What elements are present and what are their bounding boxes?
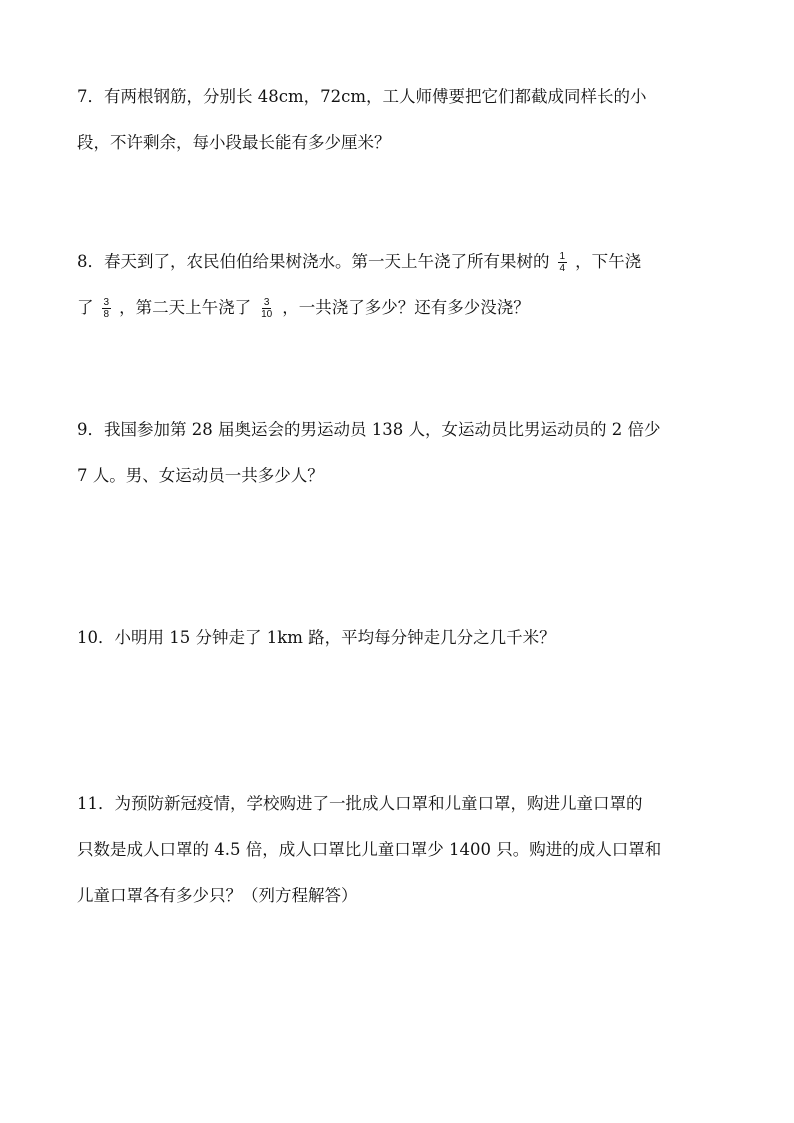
question-11-line-2: 只数是成人口罩的 4.5 倍，成人口罩比儿童口罩少 1400 只。购进的成人口罩和 (77, 840, 662, 859)
question-8-text-2a: 了 (77, 298, 94, 317)
question-11-line-1: 11．为预防新冠疫情，学校购进了一批成人口罩和儿童口罩，购进儿童口罩的 (77, 794, 643, 813)
question-9 (77, 418, 727, 510)
fraction-numerator: 3 (263, 297, 270, 308)
fraction-numerator: 3 (103, 297, 110, 308)
question-8-line-1 (77, 250, 727, 296)
question-9-line-1: 9．我国参加第 28 届奥运会的男运动员 138 人，女运动员比男运动员的 2 倍少 (77, 420, 661, 439)
question-7 (77, 85, 727, 177)
question-8-text-2b: ，第二天上午浇了 (119, 298, 252, 317)
fraction-three-tenths (259, 297, 274, 320)
question-10-line-1: 10．小明用 15 分钟走了 1km 路，平均每分钟走几分之几千米？ (77, 628, 556, 647)
question-8 (77, 250, 727, 342)
question-8-text-2c: ，一共浇了多少？还有多少没浇？ (282, 298, 530, 317)
question-7-line-1: 7．有两根钢筋，分别长 48cm，72cm，工人师傅要把它们都截成同样长的小 (77, 87, 647, 106)
question-11 (77, 792, 727, 930)
question-9-line-2: 7 人。男、女运动员一共多少人？ (77, 466, 324, 485)
fraction-denominator: 4 (559, 263, 566, 274)
fraction-one-quarter (558, 251, 568, 274)
fraction-denominator: 10 (261, 309, 273, 320)
question-10 (77, 626, 727, 672)
fraction-three-eighths (102, 297, 112, 320)
fraction-denominator: 8 (103, 309, 110, 320)
question-8-text-1b: ，下午浇 (575, 252, 642, 271)
question-11-line-3: 儿童口罩各有多少只？（列方程解答） (77, 886, 358, 905)
question-8-text-1a: 8．春天到了，农民伯伯给果树浇水。第一天上午浇了所有果树的 (77, 252, 550, 271)
question-8-line-2 (77, 296, 727, 342)
fraction-numerator: 1 (559, 251, 566, 262)
question-7-line-2: 段，不许剩余，每小段最长能有多少厘米？ (77, 133, 391, 152)
